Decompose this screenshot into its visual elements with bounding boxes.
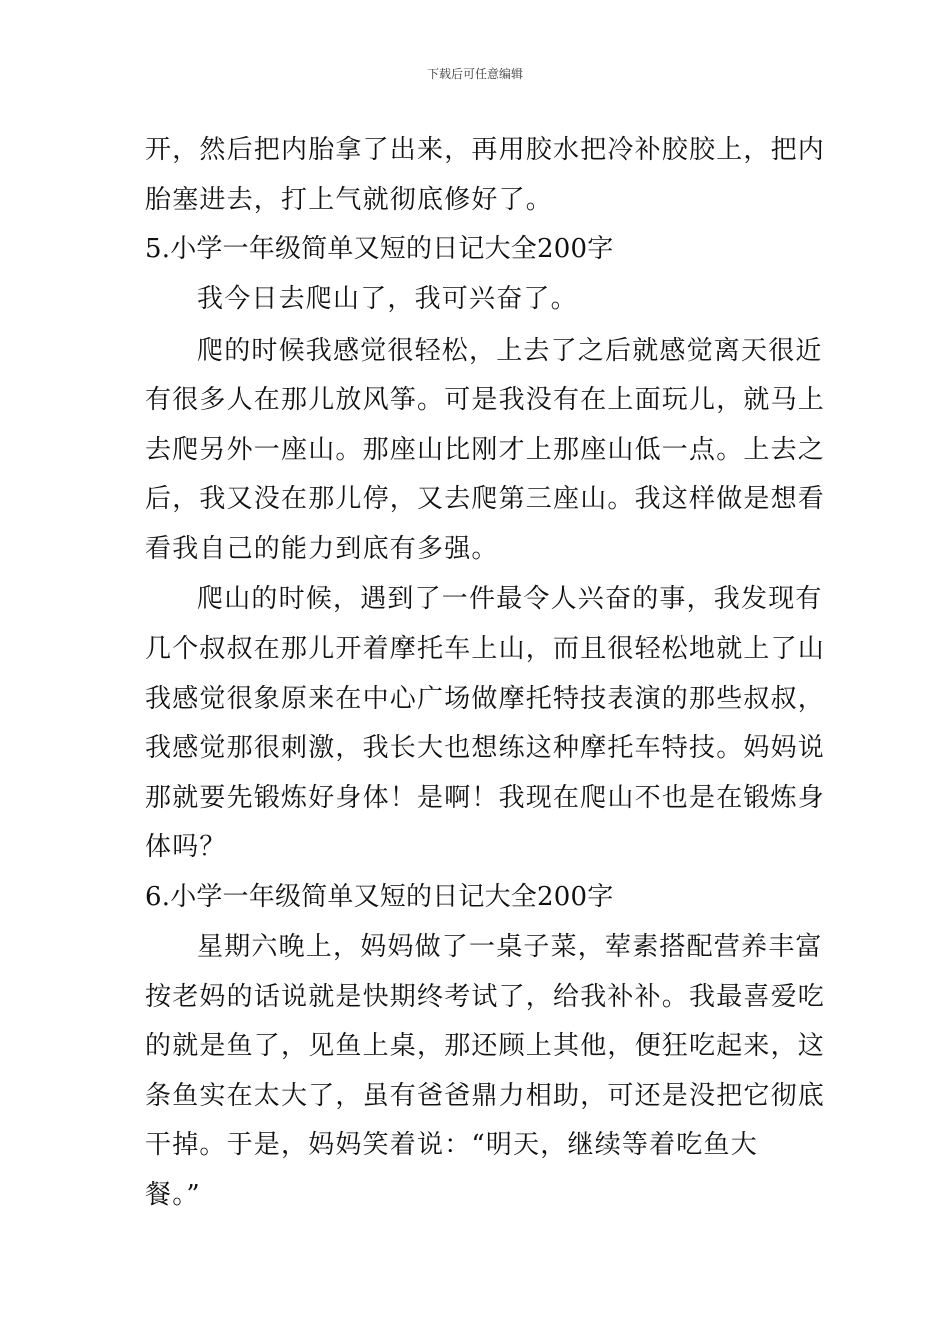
page-header-note: 下载后可任意编辑 <box>426 67 523 81</box>
text-line: 胎塞进去，打上气就彻底修好了。 <box>145 185 554 215</box>
text-line: 爬的时候我感觉很轻松，上去了之后就感觉离天很近 <box>197 336 823 366</box>
text-line: 那就要先锻炼好身体！是啊！我现在爬山不也是在锻炼身 <box>145 783 826 813</box>
text-line: 有很多人在那儿放风筝。可是我没有在上面玩儿，就马上 <box>145 385 826 415</box>
section-heading: 5.小学一年级简单又短的日记大全200字 <box>145 234 614 264</box>
text-line: 按老妈的话说就是快期终考试了，给我补补。我最喜爱吃 <box>145 982 826 1012</box>
text-line: 干掉。于是，妈妈笑着说：“明天，继续等着吃鱼大 <box>145 1130 758 1160</box>
section-heading: 6.小学一年级简单又短的日记大全200字 <box>145 882 614 912</box>
text-line: 看我自己的能力到底有多强。 <box>145 534 499 564</box>
text-line: 条鱼实在太大了，虽有爸爸鼎力相助，可还是没把它彻底 <box>145 1081 826 1111</box>
text-line: 我今日去爬山了，我可兴奋了。 <box>197 284 578 314</box>
text-line: 的就是鱼了，见鱼上桌，那还顾上其他，便狂吃起来，这 <box>145 1031 826 1061</box>
text-line: 几个叔叔在那儿开着摩托车上山，而且很轻松地就上了山 <box>145 634 826 664</box>
text-line: 体吗？ <box>145 832 227 862</box>
text-line: 后，我又没在那儿停，又去爬第三座山。我这样做是想看 <box>145 484 826 514</box>
text-line: 去爬另外一座山。那座山比刚才上那座山低一点。上去之 <box>145 435 826 465</box>
text-line: 星期六晚上，妈妈做了一桌子菜，荤素搭配营养丰富 <box>197 932 823 962</box>
text-line: 开，然后把内胎拿了出来，再用胶水把冷补胶胶上，把内 <box>145 135 826 165</box>
text-line: 餐。” <box>145 1180 201 1210</box>
text-line: 爬山的时候，遇到了一件最令人兴奋的事，我发现有 <box>197 584 823 614</box>
text-line: 我感觉那很刺激，我长大也想练这种摩托车特技。妈妈说 <box>145 733 826 763</box>
text-line: 我感觉很象原来在中心广场做摩托特技表演的那些叔叔， <box>145 684 826 714</box>
